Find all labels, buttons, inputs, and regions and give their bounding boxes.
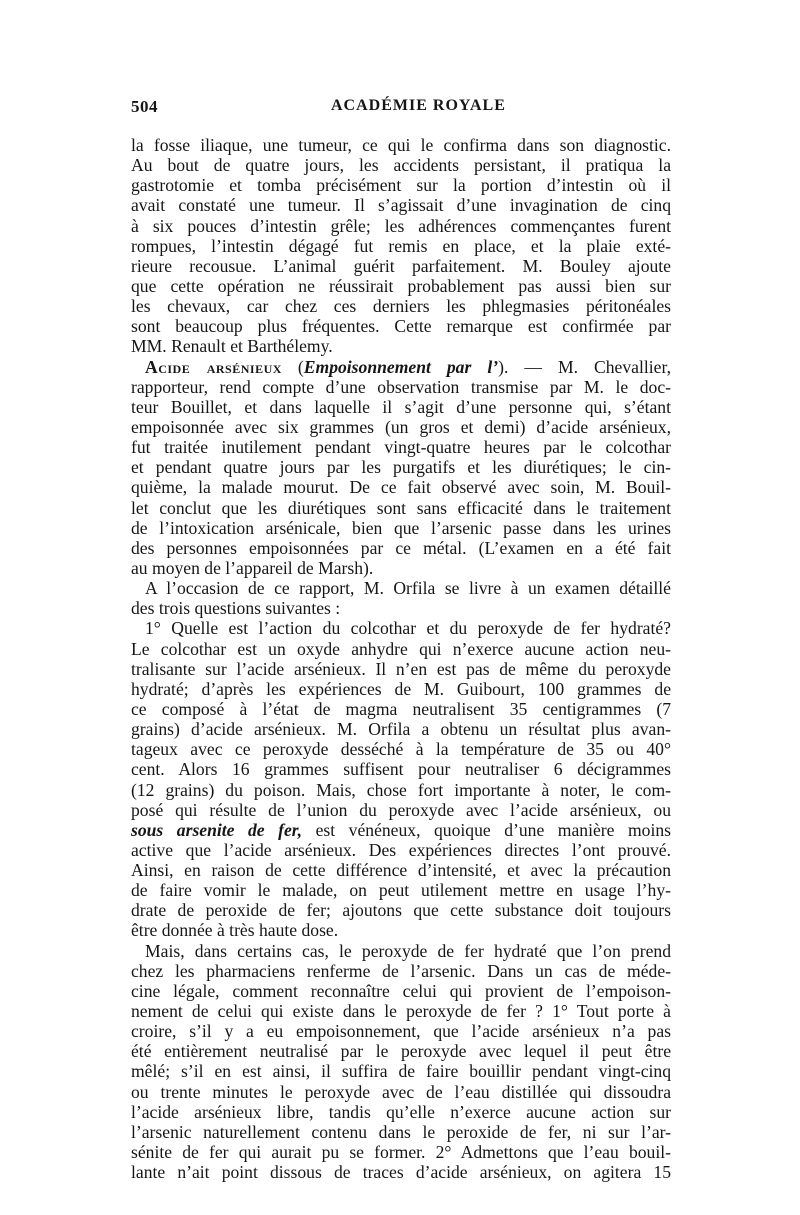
- text-line: sont beaucoup plus fréquentes. Cette remarque est confirmée par: [131, 316, 671, 337]
- text-line: A l’occasion de ce rapport, M. Orfila se livre à un examen détaillé: [145, 578, 671, 599]
- text-line: tralisante sur l’acide arsénieux. Il n’en est pas de même du peroxyde: [131, 658, 671, 679]
- text-line: Le colcothar est un oxyde anhydre qui n’exerce aucune action neu-: [131, 638, 671, 659]
- heading-rest: ). — M. Chevallier,: [498, 356, 671, 377]
- text-line: de faire vomir le malade, on peut utilement mettre en usage l’hy-: [131, 880, 671, 901]
- text-line: l’arsenic naturellement contenu dans le peroxide de fer, ni sur l’ar-: [131, 1121, 671, 1142]
- text-line: cine légale, comment reconnaître celui qui provient de l’empoison-: [131, 980, 671, 1001]
- text-line: rompues, l’intestin dégagé fut remis en place, et la plaie exté-: [131, 235, 671, 256]
- text-line: des trois questions suivantes :: [131, 598, 341, 619]
- text-line: avait constaté une tumeur. Il s’agissait d’une invagination de cinq: [131, 195, 671, 216]
- text-line: de l’intoxication arsénicale, bien que l’arsenic passe dans les urines: [131, 517, 671, 538]
- text-line: ce composé à l’état de magma neutralisent 35 centigrammes (7: [131, 698, 671, 719]
- text-line: nement de celui qui existe dans le peroxyde de fer ? 1° Tout porte à: [131, 1001, 671, 1022]
- text-line: la fosse iliaque, une tumeur, ce qui le confirma dans son diagnostic.: [131, 135, 671, 155]
- text-line: les chevaux, car chez ces derniers les phlegmasies péritonéales: [131, 296, 671, 317]
- text-line: à six pouces d’intestin grêle; les adhérences commençantes furent: [131, 215, 671, 236]
- text-line: rapporteur, rend compte d’une observation transmise par M. le doc-: [131, 376, 671, 397]
- text-line: Au bout de quatre jours, les accidents persistant, il pratiqua la: [131, 155, 671, 176]
- text-line: 1° Quelle est l’action du colcothar et du peroxyde de fer hydraté?: [145, 618, 671, 639]
- text-line: Mais, dans certains cas, le peroxyde de fer hydraté que l’on prend: [145, 940, 671, 961]
- text-line: au moyen de l’appareil de Marsh).: [131, 557, 374, 578]
- paragraph-bouley-case: [131, 135, 671, 357]
- text-line: hydraté; d’après les expériences de M. Guibourt, 100 grammes de: [131, 678, 671, 699]
- text-line: chez les pharmaciens renferme de l’arsenic. Dans un cas de méde-: [131, 960, 671, 981]
- section-heading: Acide arsénieux: [145, 356, 282, 377]
- text-line: été entièrement neutralisé par le peroxyde avec lequel il peut être: [131, 1041, 671, 1062]
- text-line: des personnes empoisonnées par ce métal. (L’examen en a été fait: [131, 537, 671, 558]
- italic-term: sous arsenite de fer,: [131, 819, 303, 840]
- page-number: 504: [131, 97, 158, 116]
- text-line: grains) d’acide arsénieux. M. Orfila a obtenu un résultat plus avan-: [131, 719, 671, 740]
- running-head: [131, 97, 671, 121]
- heading-paren-open: (: [281, 356, 304, 377]
- text-line: MM. Renault et Barthélemy.: [131, 336, 333, 357]
- text-line: let conclut que les diurétiques sont sans efficacité dans le traitement: [131, 497, 671, 518]
- text-line: quième, la malade mourut. De ce fait observé avec soin, M. Bouil-: [131, 477, 671, 498]
- paragraph-orfila-intro: [131, 578, 671, 618]
- text-line: drate de peroxide de fer; ajoutons que cette substance doit toujours: [131, 900, 671, 921]
- text-line: l’acide arsénieux libre, tandis qu’elle n’exerce aucune action sur: [131, 1101, 671, 1122]
- running-title: ACADÉMIE ROYALE: [331, 97, 506, 114]
- line-rest: est vénéneux, quoique d’une manière moins: [302, 819, 671, 840]
- text-line: posé qui résulte de l’union du peroxyde avec l’acide arsénieux, ou: [131, 799, 671, 820]
- text-line: fut traitée inutilement pendant vingt-quatre heures par le colcothar: [131, 437, 671, 458]
- paragraph-peroxyde-arsenic: [131, 941, 671, 1183]
- text-line: sénite de fer qui aurait pu se former. 2° Admettons que l’eau bouil-: [131, 1142, 671, 1163]
- body-text: [131, 135, 671, 1182]
- text-line: teur Bouillet, et dans laquelle il s’agit d’une personne qui, s’étant: [131, 396, 671, 417]
- text-line: (12 grains) du poison. Mais, chose fort importante à noter, le com-: [131, 779, 671, 800]
- text-line: être donnée à très haute dose.: [131, 920, 339, 941]
- paragraph-acide-arsenieux: [131, 357, 671, 579]
- text-line: active que l’acide arsénieux. Des expériences directes l’ont prouvé.: [131, 839, 671, 860]
- text-line: ou trente minutes le peroxyde avec de l’eau distillée qui dissoudra: [131, 1081, 671, 1102]
- text-line: et pendant quatre jours par les purgatifs et les diurétiques; le cin-: [131, 457, 671, 478]
- text-line: Ainsi, en raison de cette différence d’intensité, et avec la précaution: [131, 860, 671, 881]
- text-line: tageux avec ce peroxyde desséché à la température de 35 ou 40°: [131, 739, 671, 760]
- text-line: gastrotomie et tomba précisément sur la portion d’intestin où il: [131, 175, 671, 196]
- text-line: rieure recousue. L’animal guérit parfaitement. M. Bouley ajoute: [131, 255, 671, 276]
- text-line: lante n’ait point dissous de traces d’acide arsénieux, on agitera 15: [131, 1162, 671, 1183]
- text-line: que cette opération ne réussirait probablement pas aussi bien sur: [131, 275, 671, 296]
- text-line-with-italic: [131, 820, 671, 840]
- text-line: croire, s’il y a eu empoisonnement, que l’acide arsénieux n’a pas: [131, 1021, 671, 1042]
- text-line: empoisonnée avec six grammes (un gros et demi) d’acide arsénieux,: [131, 416, 671, 437]
- section-heading-line: [131, 357, 671, 377]
- text-line: mêlé; s’il en est ainsi, il suffira de faire bouillir pendant vingt-cinq: [131, 1061, 671, 1082]
- text-line: cent. Alors 16 grammes suffisent pour neutraliser 6 décigrammes: [131, 759, 671, 780]
- paragraph-question-one: [131, 618, 671, 940]
- section-subheading: Empoisonnement par l’: [303, 356, 499, 377]
